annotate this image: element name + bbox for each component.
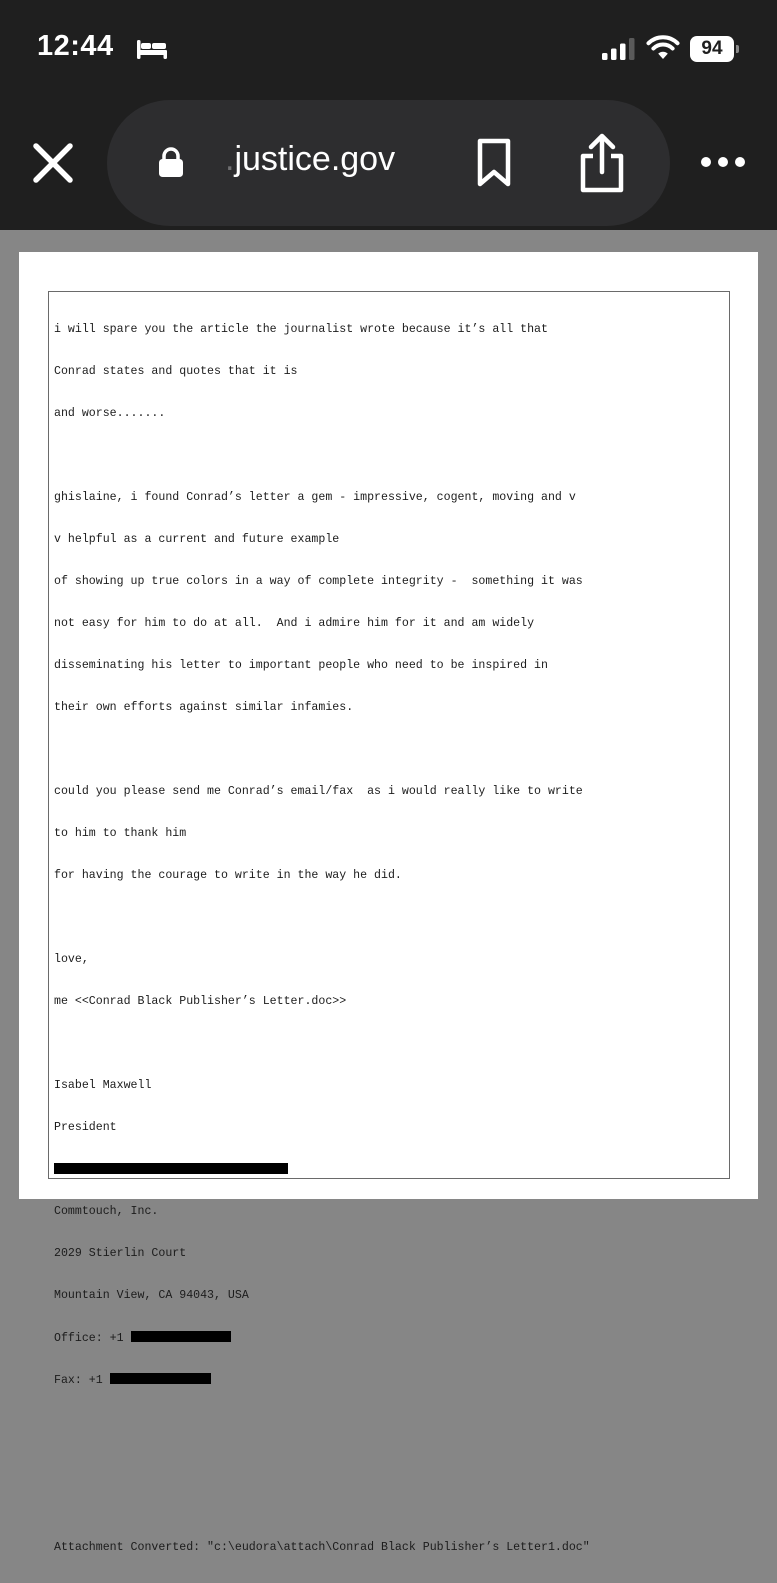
battery-icon — [690, 36, 740, 62]
body-line: not easy for him to do at all. And i admire him for it and am widely — [54, 617, 535, 630]
status-bar — [0, 0, 777, 100]
email-body — [54, 295, 724, 1583]
office-label: Office: +1 — [54, 1332, 131, 1345]
signature-company: Commtouch, Inc. — [54, 1205, 159, 1218]
body-line: their own efforts against similar infamies. — [54, 701, 354, 714]
body-line: i will spare you the article the journalist wrote because it’s all that — [54, 323, 548, 336]
signature-fax — [54, 1373, 724, 1387]
body-line: of showing up true colors in a way of complete integrity - something it was — [54, 575, 583, 588]
body-line: and worse....... — [54, 407, 166, 420]
signature-city: Mountain View, CA 94043, USA — [54, 1289, 249, 1302]
signature-street: 2029 Stierlin Court — [54, 1247, 187, 1260]
signature-office — [54, 1331, 724, 1345]
signature-name: Isabel Maxwell — [54, 1079, 152, 1092]
redaction-bar — [110, 1373, 211, 1384]
body-line: disseminating his letter to important people who need to be inspired in — [54, 659, 548, 672]
bed-icon — [136, 38, 168, 60]
close-icon[interactable] — [28, 138, 78, 188]
more-icon[interactable] — [700, 150, 746, 174]
bookmark-icon[interactable] — [475, 138, 513, 188]
redaction-bar — [54, 1163, 288, 1174]
document-page[interactable] — [19, 252, 758, 1554]
signal-icon — [602, 38, 636, 60]
closing-line: love, — [54, 953, 89, 966]
url-prefix: . — [225, 140, 235, 178]
signature-title: President — [54, 1121, 117, 1134]
document-frame — [48, 291, 730, 1554]
signature-redacted-line — [54, 1163, 724, 1177]
status-time: 12:44 — [37, 30, 114, 62]
browser-chrome — [0, 0, 777, 230]
body-line: could you please send me Conrad’s email/fax as i would really like to write — [54, 785, 583, 798]
closing-line: me <<Conrad Black Publisher’s Letter.doc>> — [54, 995, 347, 1008]
address-bar[interactable] — [107, 100, 670, 226]
attachment-line: Attachment Converted: "c:\eudora\attach\Conrad Black Publisher’s Letter1.doc" — [54, 1541, 590, 1554]
redaction-bar — [131, 1331, 231, 1342]
share-icon[interactable] — [577, 132, 627, 194]
fax-label: Fax: +1 — [54, 1374, 110, 1387]
body-line: to him to thank him — [54, 827, 187, 840]
url-text[interactable] — [225, 140, 395, 179]
body-line: for having the courage to write in the way he did. — [54, 869, 402, 882]
wifi-icon — [646, 35, 680, 61]
body-line: Conrad states and quotes that it is — [54, 365, 298, 378]
lock-icon — [157, 146, 185, 178]
body-line: v helpful as a current and future example — [54, 533, 340, 546]
battery-level: 94 — [701, 38, 723, 59]
body-line: ghislaine, i found Conrad’s letter a gem - impressive, cogent, moving and v — [54, 491, 576, 504]
url-domain: justice.gov — [234, 140, 396, 178]
